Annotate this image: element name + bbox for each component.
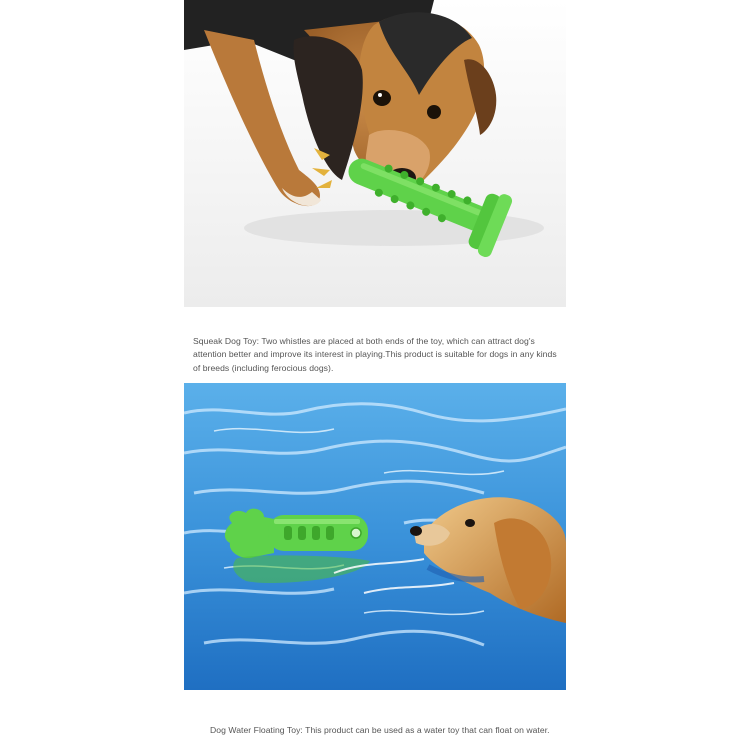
dog-swimming-with-toy-image — [184, 383, 566, 690]
floating-toy-caption: Dog Water Floating Toy: This product can be used as a water toy that can float on water. — [210, 724, 550, 735]
puppy-chewing-toy-image — [184, 0, 566, 307]
squeak-toy-caption: Squeak Dog Toy: Two whistles are placed at both ends of the toy, which can attract dog's attention better and improve its interest in playing.This product is suitable for dogs in any kinds of breeds (including ferocious dogs). — [193, 335, 557, 373]
